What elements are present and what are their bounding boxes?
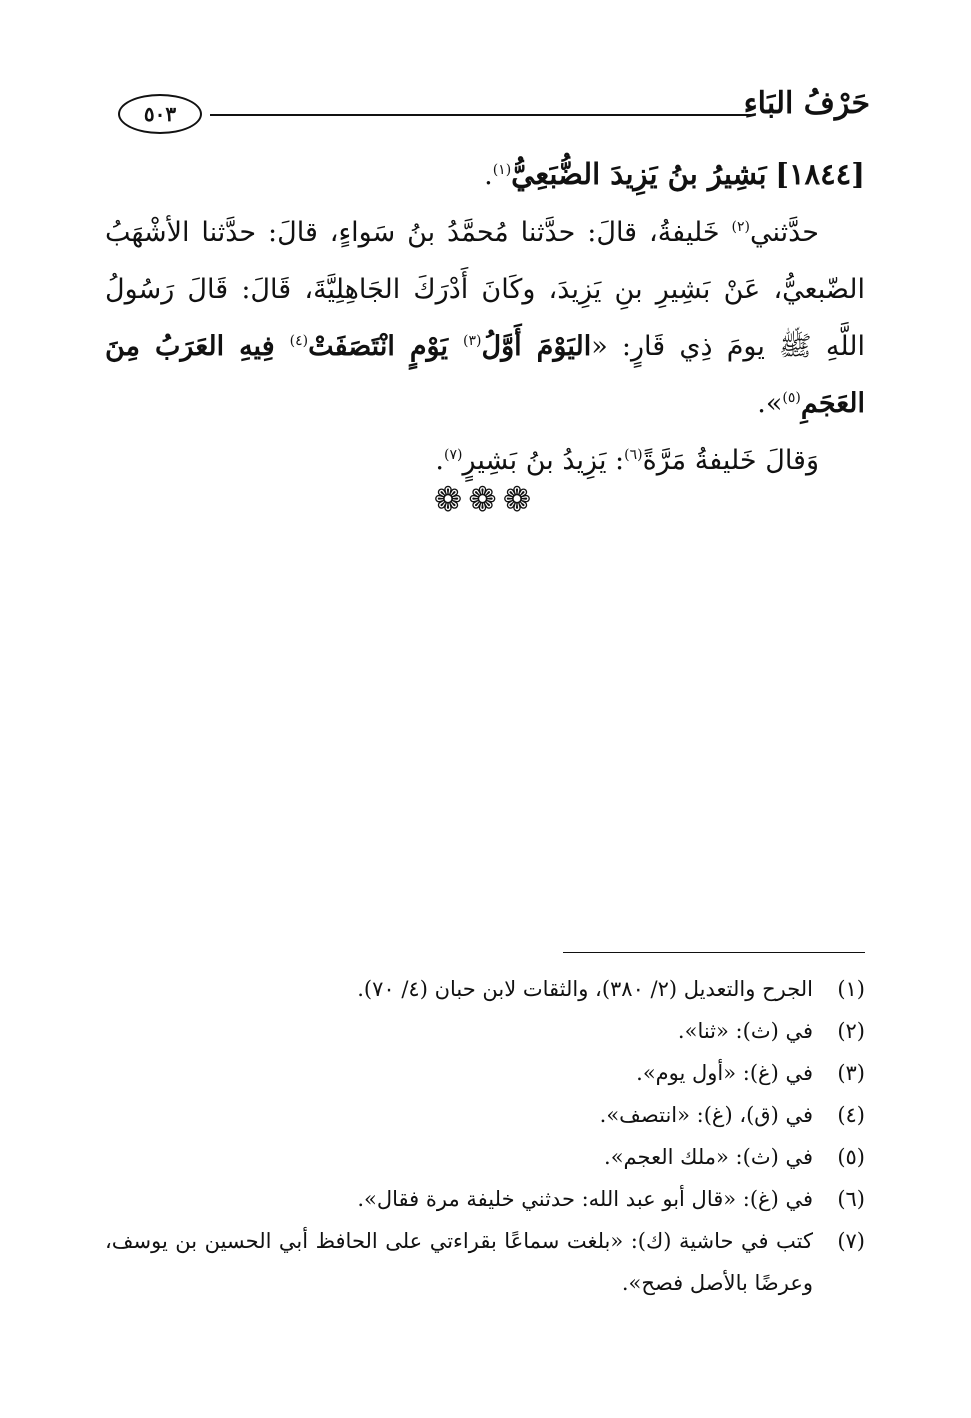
footnote-number: (٧) — [837, 1229, 865, 1253]
footnote-item — [105, 1220, 865, 1304]
footnote-text: كتب في حاشية (ك): «بلغت سماعًا بقراءتي على الحافظ أبي الحسين بن يوسف، وعرضًا بالأصل فصح». — [105, 1229, 813, 1295]
footnote-ref-2: (٢) — [731, 219, 750, 235]
footnote-ref-7: (٧) — [444, 447, 463, 463]
footnote-number: (٣) — [837, 1061, 865, 1085]
footnote-item — [105, 968, 865, 1010]
paragraph-text: وَقالَ خَليفةُ مَرَّةً — [642, 445, 819, 476]
footnote-text: في (غ): «قال أبو عبد الله: حدثني خليفة مرة فقال». — [357, 1187, 813, 1211]
section-ornament-icon: ❁❁❁ — [433, 480, 538, 520]
footnote-item — [105, 1052, 865, 1094]
footnote-item — [105, 1178, 865, 1220]
footnote-item — [105, 1094, 865, 1136]
footnote-number: (٤) — [837, 1103, 865, 1127]
footnote-text: في (ث): «ثنا». — [677, 1019, 813, 1043]
footnote-ref-3: (٣) — [463, 333, 482, 349]
footnotes — [105, 968, 865, 1304]
quote-text: اليَوْمَ أَوَّلُ — [481, 331, 592, 362]
page-number: ٥٠٣ — [118, 94, 202, 134]
footnote-ref-5: (٥) — [782, 390, 801, 406]
footnote-number: (١) — [837, 977, 865, 1001]
footnote-number: (٦) — [837, 1187, 865, 1211]
footnote-item — [105, 1136, 865, 1178]
paragraph-text: . — [435, 445, 445, 476]
entry-name: بَشِيرُ بنُ يَزِيدَ الضُّبَعِيُّ — [511, 157, 767, 191]
hadith-paragraph — [105, 204, 865, 432]
page-header — [118, 86, 870, 146]
footnote-text: في (ث): «ملك العجم». — [604, 1145, 813, 1169]
paragraph-text: حدَّثني — [749, 217, 819, 248]
footnote-number: (٢) — [837, 1019, 865, 1043]
footnote-text: الجرح والتعديل (٢/ ٣٨٠)، والثقات لابن حبان (٤/ ٧٠). — [357, 977, 813, 1001]
footnote-text: في (غ): «أول يوم». — [636, 1061, 813, 1085]
footnote-text: في (ق)، (غ): «انتصف». — [599, 1103, 813, 1127]
footnote-separator — [563, 952, 865, 953]
footnote-number: (٥) — [837, 1145, 865, 1169]
header-rule — [210, 114, 752, 116]
quote-text: يَوْمٍ انْتَصَفَتْ — [308, 331, 464, 362]
entry-end: . — [484, 160, 493, 191]
footnote-ref-6: (٦) — [624, 447, 643, 463]
quote-text: فِيهِ العَرَبُ مِنَ العَجَمِ — [105, 331, 865, 419]
main-text — [105, 146, 865, 489]
entry-heading — [105, 146, 865, 204]
footnote-item — [105, 1010, 865, 1052]
footnote-ref-4: (٤) — [289, 333, 309, 349]
running-head: حَرْفُ البَاءِ — [743, 86, 870, 121]
footnote-ref-1: (١) — [492, 162, 512, 178]
paragraph-text: ». — [757, 388, 783, 419]
paragraph-text: : يَزِيدُ بنُ بَشِيرٍ — [462, 445, 625, 476]
paragraph-text: خَليفةُ، قالَ: حدَّثنا مُحمَّدُ بنُ سَواءٍ، قالَ: حدَّثنا الأشْهَبُ الضّبعيُّ، عَنْ بَشِيرِ بنِ يَزِيدَ، وكَانَ أَدْرَكَ الجَاهِلِيَّةَ، قَالَ: قَالَ رَسُولُ اللَّهِ ﷺ يومَ ذِي قَارٍ: « — [105, 217, 865, 362]
entry-number: [١٨٤٤] — [775, 157, 865, 191]
